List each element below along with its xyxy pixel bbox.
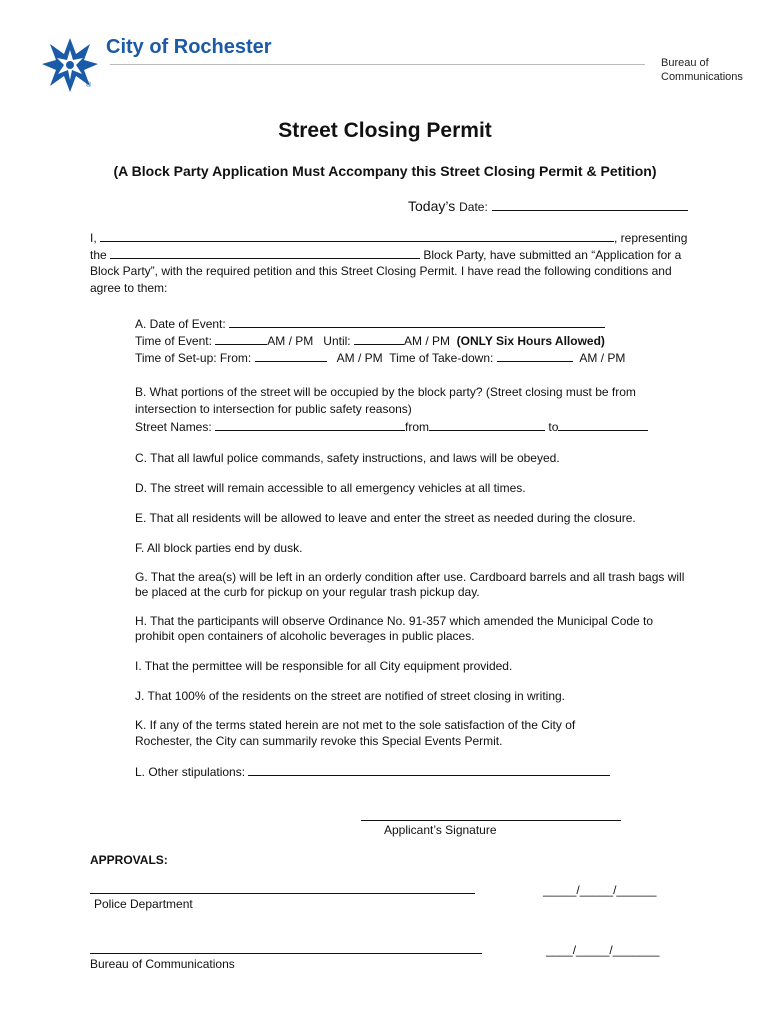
am-pm-2: AM / PM [403,334,450,348]
from-street-field[interactable] [429,418,545,431]
applicant-signature-label: Applicant’s Signature [384,823,497,837]
intro-line-2 [90,246,681,264]
time-of-event-label: Time of Event: [135,334,212,348]
am-pm-1: AM / PM [267,334,314,348]
takedown-label: Time of Take-down: [389,351,494,365]
six-hours-note: (ONLY Six Hours Allowed) [456,334,605,348]
intro-line-4: agree to them: [90,281,168,295]
police-signature-field[interactable] [90,893,475,894]
condition-e: E. That all residents will be allowed to leave and enter the street as needed during the closure. [135,511,636,525]
intro-line-3: Block Party”, with the required petition and this Street Closing Permit. I have read the following conditions and [90,264,672,278]
bureau-line-1: Bureau of [661,57,709,69]
bureau-label [661,56,743,84]
am-pm-4: AM / PM [579,351,626,365]
section-a-time-row [135,332,605,350]
section-a-date-row [135,315,605,333]
police-department-label: Police Department [94,897,193,911]
block-party-name-field[interactable] [110,246,420,259]
condition-g-line-2: be placed at the curb for pickup on your regular trash pickup day. [135,585,480,599]
other-stipulations-label: L. Other stipulations: [135,765,246,779]
condition-h-line-1: H. That the participants will observe Ordinance No. 91-357 which amended the Municipal Code to [135,614,654,628]
condition-f: F. All block parties end by dusk. [135,541,303,555]
bureau-signature-field[interactable] [90,953,482,954]
todays-date-field[interactable] [492,198,688,211]
date-of-event-label: A. Date of Event: [135,317,226,331]
approvals-heading: APPROVALS: [90,853,168,867]
intro-i: I, [90,231,97,245]
condition-j: J. That 100% of the residents on the street are notified of street closing in writing. [135,689,566,703]
to-label: to [548,420,559,434]
bureau-date-field[interactable]: ____/_____/_______ [546,943,660,957]
intro-representing: , representing [614,231,688,245]
header-divider [110,64,645,65]
trademark-symbol: ® [86,82,92,89]
section-b-line-2: intersection to intersection for public safety reasons) [135,402,412,416]
applicant-name-field[interactable] [100,229,614,242]
am-pm-3: AM / PM [336,351,383,365]
intro-line-1 [90,229,687,247]
condition-k-line-1: K. If any of the terms stated herein are not met to the sole satisfaction of the City of [135,718,576,732]
setup-label: Time of Set-up: From: [135,351,252,365]
applicant-signature-field[interactable] [361,820,621,821]
condition-i: I. That the permittee will be responsible for all City equipment provided. [135,659,513,673]
section-a-setup-row [135,349,625,367]
section-b-line-1: B. What portions of the street will be occupied by the block party? (Street closing must be from [135,385,636,399]
takedown-time-field[interactable] [497,349,573,362]
condition-k-line-2: Rochester, the City can summarily revoke this Special Events Permit. [135,734,503,748]
street-names-label: Street Names: [135,420,212,434]
condition-l-row [135,763,610,781]
street-name-field[interactable] [215,418,405,431]
condition-g-line-1: G. That the area(s) will be left in an orderly condition after use. Cardboard barrels and all trash bags will [135,570,685,584]
event-start-time-field[interactable] [215,332,267,345]
street-names-row [135,418,648,436]
page-subtitle: (A Block Party Application Must Accompany this Street Closing Permit & Petition) [113,163,657,179]
until-label: Until: [323,334,351,348]
condition-d: D. The street will remain accessible to all emergency vehicles at all times. [135,481,526,495]
event-end-time-field[interactable] [354,332,404,345]
setup-time-field[interactable] [255,349,327,362]
intro-the: the [90,248,107,262]
other-stipulations-field[interactable] [248,763,610,776]
page-title: Street Closing Permit [278,119,492,142]
date-label: Date: [459,200,488,214]
bureau-line-2: Communications [661,71,743,83]
to-street-field[interactable] [558,418,648,431]
from-label: from [405,420,430,434]
todays-date-row [408,198,688,214]
intro-block-party: Block Party, have submitted an “Application for a [423,248,682,262]
condition-h-line-2: prohibit open containers of alcoholic beverages in public places. [135,629,475,643]
condition-c: C. That all lawful police commands, safety instructions, and laws will be obeyed. [135,451,560,465]
police-date-field[interactable]: _____/_____/______ [543,883,657,897]
date-of-event-field[interactable] [229,315,605,328]
org-name: City of Rochester [106,36,272,58]
bureau-communications-label: Bureau of Communications [90,957,235,971]
todays-label: Today’s [408,198,456,214]
